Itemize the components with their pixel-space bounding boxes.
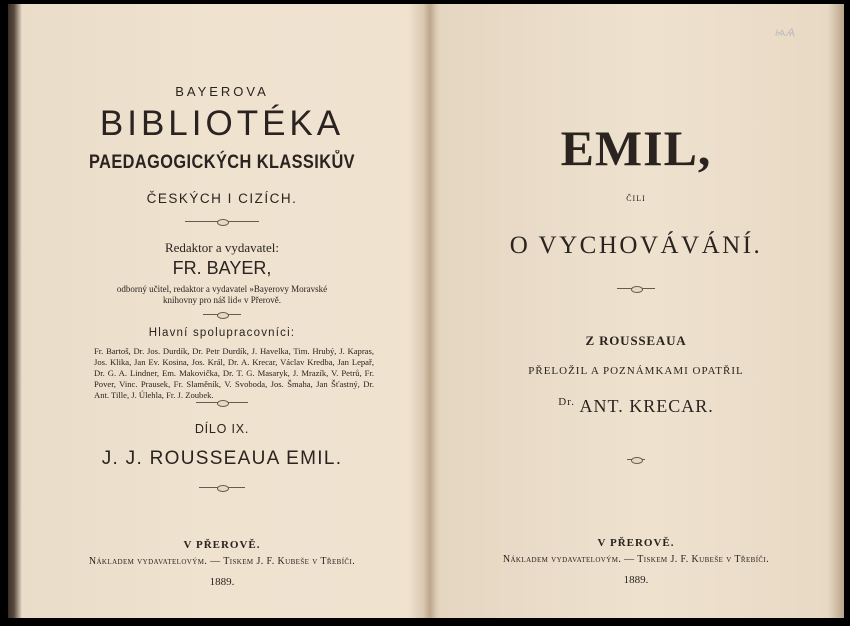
work-number: DÍLO IX.: [194, 422, 250, 436]
ornament-divider: [199, 487, 245, 488]
ornament-divider: [185, 221, 259, 222]
book-spread: [8, 4, 844, 618]
editor-desc-2: knihovny pro náš lid« v Přerově.: [163, 295, 281, 305]
series-title: BIBLIOTÉKA: [99, 104, 345, 143]
handwritten-note: ѩѦ: [774, 25, 797, 40]
translator-prefix: Dr.: [558, 396, 576, 408]
translator-name: ANT. KRECAR.: [579, 396, 714, 416]
editor-desc-1: odborný učitel, redaktor a vydavatel »Bayerovy Moravské: [116, 284, 328, 294]
translator-name-line: [436, 396, 836, 417]
ornament-divider: [617, 288, 655, 289]
year: 1889.: [209, 576, 235, 588]
contributors-label: Hlavní spolupracovníci:: [148, 327, 296, 339]
editor-name: FR. BAYER,: [172, 258, 272, 278]
editor-label: Redaktor a vydavatel:: [164, 240, 280, 255]
right-page: [436, 4, 836, 618]
source-author: Z ROUSSEAUA: [585, 333, 687, 348]
series-owner: BAYEROVA: [175, 84, 269, 99]
book-gutter: [424, 4, 436, 618]
imprint: Nákladem vydavatelovým. — Tiskem J. F. Kubeše v Třebíči.: [502, 554, 770, 565]
book-title: EMIL,: [560, 120, 712, 176]
book-subtitle: O VYCHOVÁVÁNÍ.: [509, 232, 763, 259]
left-page: [22, 4, 422, 618]
imprint: Nákladem vydavatelovým. — Tiskem J. F. Kubeše v Třebíči.: [88, 556, 356, 567]
series-subtitle2: ČESKÝCH I CIZÍCH.: [146, 191, 298, 206]
translator-line: PŘELOŽIL A POZNÁMKAMI OPATŘIL: [528, 365, 744, 377]
place: V PŘEROVĚ.: [183, 539, 261, 551]
series-subtitle: PAEDAGOGICKÝCH KLASSIKŮV: [88, 152, 356, 173]
year: 1889.: [623, 574, 649, 586]
title-conjunction: čili: [626, 192, 646, 204]
work-title: J. J. ROUSSEAUA EMIL.: [101, 448, 343, 469]
ornament-divider: [203, 314, 241, 315]
ornament-divider: [196, 402, 248, 403]
ornament-divider: [627, 459, 645, 460]
contributors-list: Fr. Bartoš, Dr. Jos. Durdík, Dr. Petr Durdík, J. Havelka, Tim. Hrubý, J. Kapras, Jos. Klika, Jan Ev. Kosina, Jos. Král, Dr. A. Krecar, Václav Kredba, Jan Lepař, Dr. G. A. Lindner, Em. Makovička, Dr. T. G. Masaryk, J. Mrazík, V. Petrů, Fr. Pover, Vinc. Prausek, Fr. Slaměník, V. Svoboda, Jos. Šmaha, Jan Šťastný, Dr. Ant. Tille, J. Úlehla, Fr. J. Zoubek.: [94, 346, 374, 401]
place: V PŘEROVĚ.: [597, 537, 675, 549]
